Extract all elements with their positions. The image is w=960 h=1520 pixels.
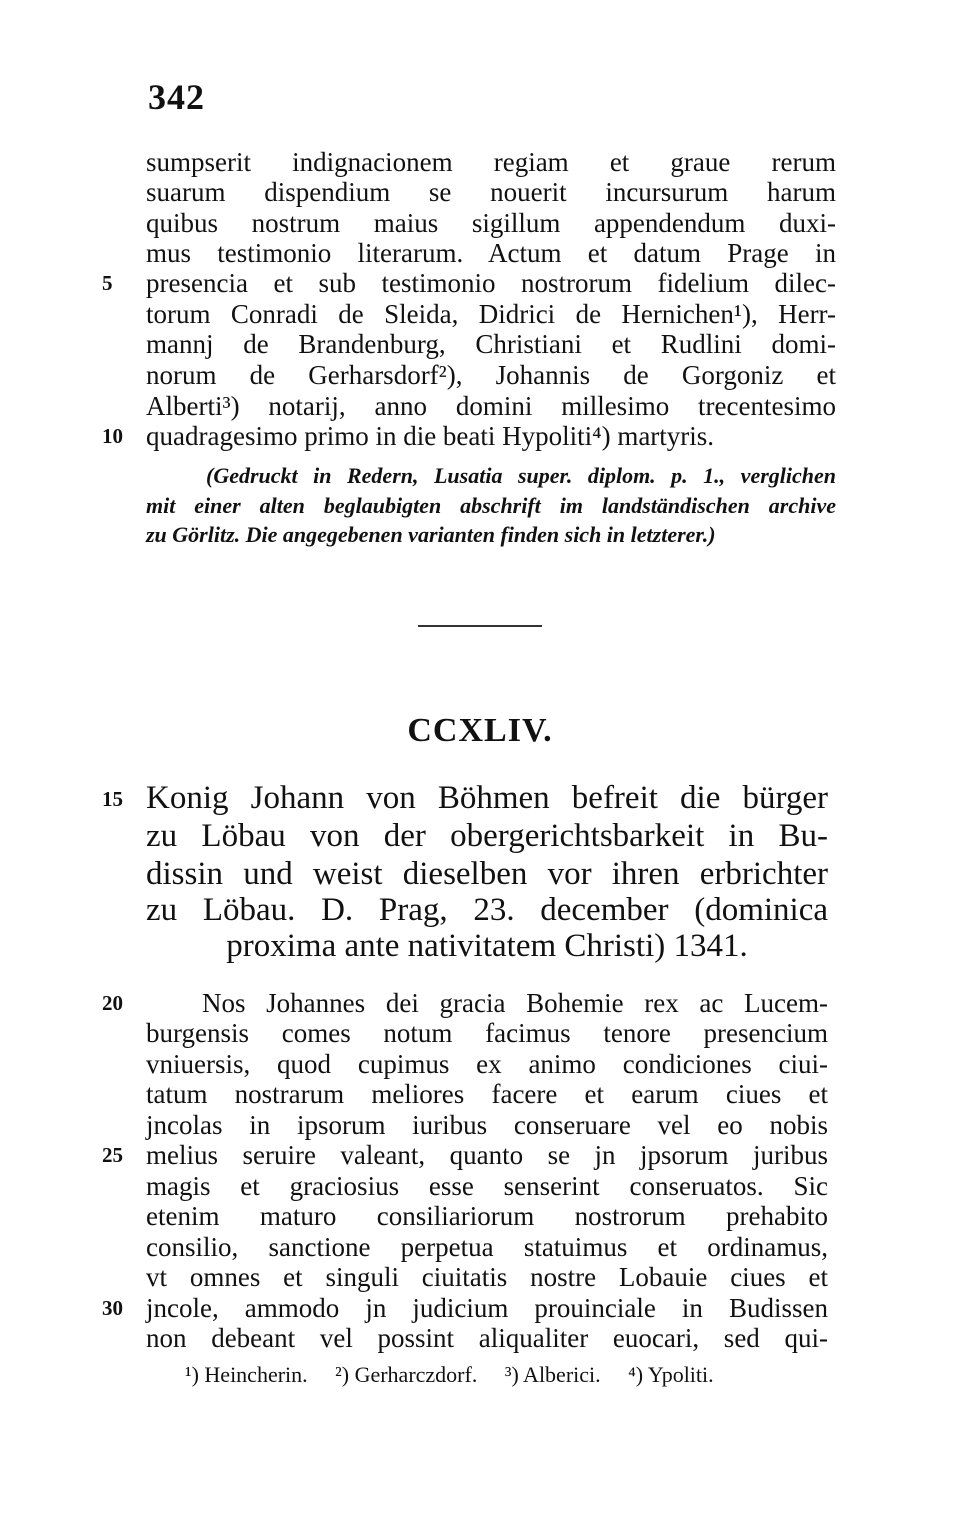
text-line: Alberti³) notarij, anno domini millesimo trecentesimo [146, 391, 836, 421]
title-line: dissin und weist dieselben vor ihren erbrichter [146, 856, 828, 892]
line-number: 25 [102, 1143, 123, 1167]
text-line: vt omnes et singuli ciuitatis nostre Lobauie ciues et [146, 1262, 828, 1292]
title-line: proxima ante nativitatem Christi) 1341. [226, 928, 748, 964]
text-line: presencia et sub testimonio nostrorum fidelium dilec- [146, 268, 836, 298]
text-line: etenim maturo consiliariorum nostrorum prehabito [146, 1201, 828, 1231]
text-line: mus testimonio literarum. Actum et datum Prage in [146, 238, 836, 268]
text-line: sumpserit indignacionem regiam et graue rerum [146, 147, 836, 177]
footnotes [185, 1362, 825, 1388]
note-line: mit einer alten beglaubigten abschrift im landständischen archive [146, 493, 836, 518]
text-line: consilio, sanctione perpetua statuimus et ordinamus, [146, 1232, 828, 1262]
footnote: ⁴) Ypoliti. [628, 1362, 714, 1387]
page-number: 342 [148, 77, 205, 117]
footnote: ³) Alberici. [504, 1362, 601, 1387]
text-line: torum Conradi de Sleida, Didrici de Hernichen¹), Herr- [146, 299, 836, 329]
text-line: vniuersis, quod cupimus ex animo condiciones ciui- [146, 1049, 828, 1079]
line-number: 10 [102, 424, 123, 448]
footnote: ²) Gerharczdorf. [335, 1362, 478, 1387]
text-line: burgensis comes notum facimus tenore presencium [146, 1018, 828, 1048]
text-line: tatum nostrarum meliores facere et earum ciues et [146, 1079, 828, 1109]
text-line: quadragesimo primo in die beati Hypoliti⁴) martyris. [146, 421, 715, 451]
line-number: 20 [102, 991, 123, 1015]
note-line: zu Görlitz. Die angegebenen varianten finden sich in letzterer.) [146, 522, 716, 547]
text-line: Nos Johannes dei gracia Bohemie rex ac Lucem- [202, 988, 828, 1018]
line-number: 15 [102, 787, 123, 811]
text-line: mannj de Brandenburg, Christiani et Rudlini domi- [146, 329, 836, 359]
text-line: norum de Gerharsdorf²), Johannis de Gorgoniz et [146, 360, 836, 390]
text-line: jncolas in ipsorum iuribus conseruare vel eo nobis [146, 1110, 828, 1140]
line-number: 5 [102, 271, 113, 295]
title-line: Konig Johann von Böhmen befreit die bürger [146, 780, 828, 816]
text-line: jncole, ammodo jn judicium prouinciale in Budissen [146, 1293, 828, 1323]
text-line: quibus nostrum maius sigillum appendendum duxi- [146, 208, 836, 238]
section-divider [418, 625, 542, 627]
document-number: CCXLIV. [407, 712, 553, 749]
line-number: 30 [102, 1296, 123, 1320]
title-line: zu Löbau. D. Prag, 23. december (dominica [146, 892, 828, 928]
text-line: suarum dispendium se nouerit incursurum harum [146, 177, 836, 207]
text-line: melius seruire valeant, quanto se jn jpsorum juribus [146, 1140, 828, 1170]
title-line: zu Löbau von der obergerichtsbarkeit in Bu- [146, 818, 828, 854]
text-line: non debeant vel possint aliqualiter euocari, sed qui- [146, 1323, 828, 1353]
text-line: magis et graciosius esse senserint conseruatos. Sic [146, 1171, 828, 1201]
note-line: (Gedruckt in Redern, Lusatia super. diplom. p. 1., verglichen [206, 463, 836, 488]
footnote: ¹) Heincherin. [185, 1362, 308, 1387]
